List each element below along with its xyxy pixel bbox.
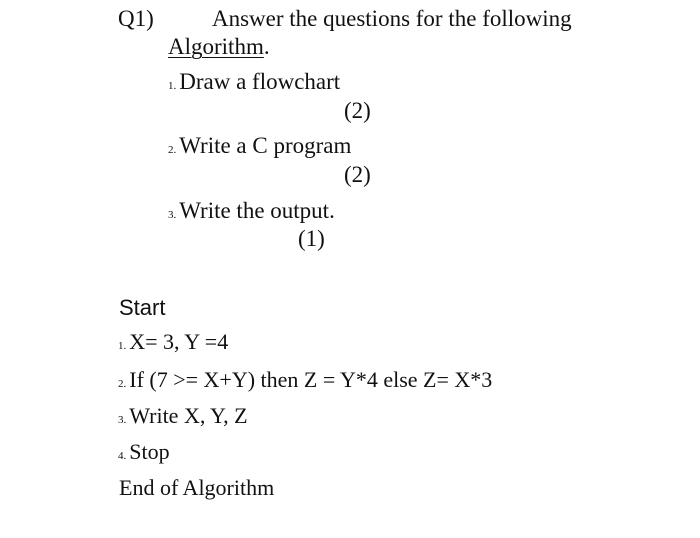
- task-marks-3: (1): [298, 226, 325, 251]
- step-number: 1.: [118, 340, 127, 352]
- task-number: 1.: [168, 80, 177, 92]
- task-number: 2.: [168, 144, 177, 156]
- question-label: Q1): [118, 6, 154, 31]
- algorithm-step-4: [118, 439, 170, 465]
- algorithm-step-3: [118, 403, 248, 429]
- step-number: 3.: [118, 414, 127, 426]
- task-text: Write a C program: [179, 133, 352, 158]
- algorithm-start: Start: [119, 295, 166, 320]
- task-item-3: [168, 198, 335, 224]
- algorithm-end: End of Algorithm: [119, 475, 275, 500]
- question-period: .: [263, 34, 270, 59]
- task-text: Draw a flowchart: [179, 69, 341, 94]
- step-text: If (7 >= X+Y) then Z = Y*4 else Z= X*3: [129, 367, 493, 392]
- task-marks-1: (2): [344, 98, 371, 123]
- step-text: X= 3, Y =4: [129, 329, 229, 354]
- task-marks-2: (2): [344, 162, 371, 187]
- step-text: Write X, Y, Z: [129, 403, 248, 428]
- task-text: Write the output.: [179, 198, 335, 223]
- question-algorithm-word: Algorithm: [168, 34, 264, 59]
- task-item-2: [168, 133, 351, 159]
- algorithm-step-1: [118, 329, 228, 355]
- question-text: Answer the questions for the following: [212, 6, 572, 31]
- algorithm-step-2: [118, 367, 492, 393]
- step-number: 2.: [118, 378, 127, 390]
- step-text: Stop: [129, 439, 170, 464]
- step-number: 4.: [118, 450, 127, 462]
- question-text-line2: [168, 34, 270, 60]
- task-number: 3.: [168, 209, 177, 221]
- task-item-1: [168, 69, 340, 95]
